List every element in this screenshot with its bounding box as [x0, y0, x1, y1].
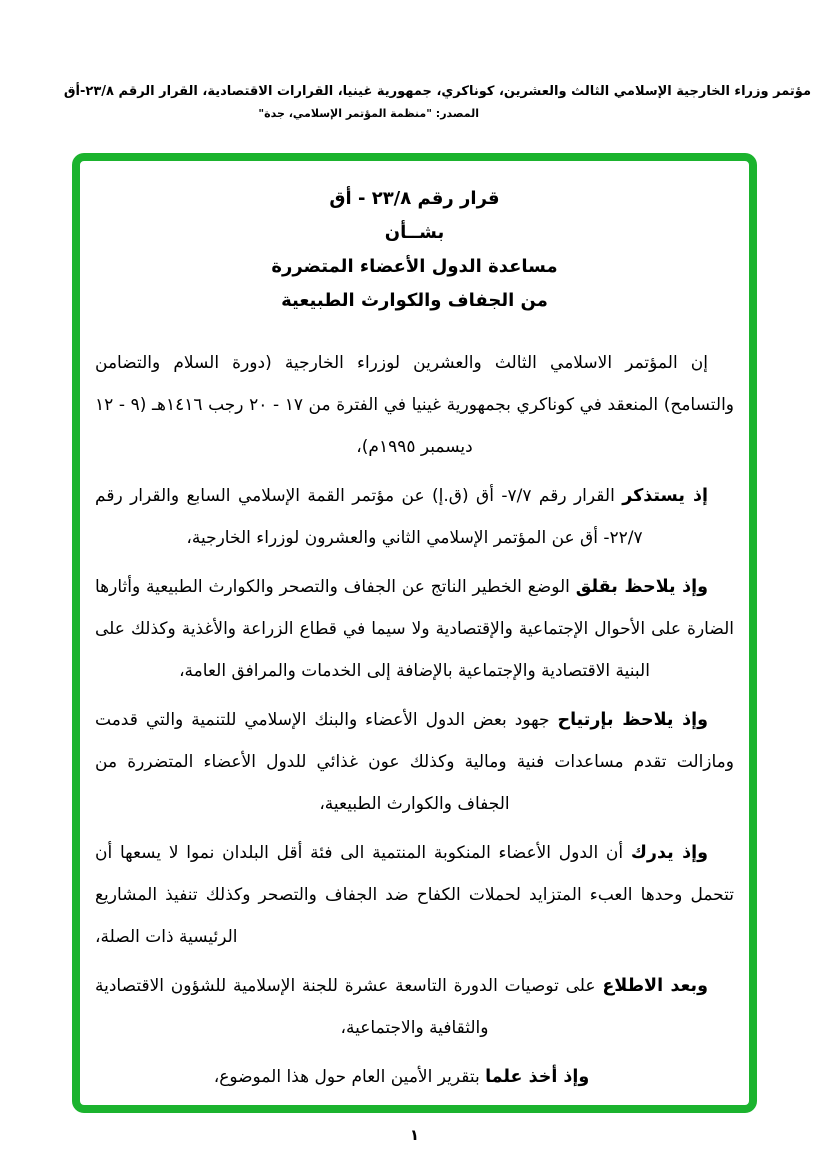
paragraph-lead: وبعد الاطلاع: [602, 976, 708, 996]
paragraph-text: الوضع الخطير الناتج عن الجفاف والتصحر والكوارث الطبيعية وأثارها الضارة على الأحوال الإجتماعية والإقتصادية ولا سيما في قطاع الزراعة والأغذية وكذلك على البنية الاقتصادية والإجتماعية بالإضافة إلى الخدمات والمرافق العامة،: [95, 577, 734, 681]
paragraph-having-reviewed: [95, 965, 734, 1049]
paragraph-preamble: [95, 342, 734, 468]
green-border-frame: [72, 153, 757, 1113]
paragraph-lead: إذ يستذكر: [622, 486, 708, 506]
document-header: [18, 84, 811, 120]
paragraph-taking-note: [95, 1056, 734, 1098]
title-resolution-number: قرار رقم ٢٣/٨ - أق: [329, 188, 500, 209]
paragraph-lead: وإذ أخذ علما: [485, 1067, 590, 1087]
paragraph-noting-concern: [95, 566, 734, 692]
resolution-title: [95, 182, 734, 318]
paragraph-text: جهود بعض الدول الأعضاء والبنك الإسلامي للتنمية والتي قدمت ومازالت تقدم مساعدات فنية ومالية وكذلك عون غذائي للدول الأعضاء المتضررة من الجفاف والكوارث الطبيعية،: [95, 710, 734, 814]
paragraph-text: القرار رقم ٧/٧- أق (ق.إ) عن مؤتمر القمة الإسلامي السابع والقرار رقم ٢٢/٧- أق عن المؤتمر الإسلامي الثاني والعشرون لوزراء الخارجية،: [95, 486, 643, 548]
title-regarding: بشــأن: [384, 222, 445, 243]
title-subject-line1: مساعدة الدول الأعضاء المتضررة: [271, 256, 558, 277]
paragraph-text: أن الدول الأعضاء المنكوبة المنتمية الى فئة أقل البلدان نموا لا يسعها أن تتحمل وحدها العبء المتزايد لحملات الكفاح ضد الجفاف والتصحر وكذلك تنفيذ المشاريع الرئيسية ذات الصلة،: [95, 843, 734, 947]
paragraph-text: بتقرير الأمين العام حول هذا الموضوع،: [213, 1067, 486, 1087]
paragraph-lead: وإذ يلاحظ بقلق: [575, 577, 708, 597]
header-source: المصدر: "منظمة المؤتمر الإسلامي، جدة": [258, 107, 479, 120]
paragraph-text: على توصيات الدورة التاسعة عشرة للجنة الإسلامية للشؤون الاقتصادية والثقافية والاجتماعية،: [95, 976, 603, 1038]
paragraph-recalling: [95, 475, 734, 559]
paragraph-text: إن المؤتمر الاسلامي الثالث والعشرين لوزراء الخارجية (دورة السلام والتضامن والتسامح) المنعقد في كوناكري بجمهورية غينيا في الفترة من ١٧ - ٢٠ رجب ١٤١٦هـ (٩ - ١٢ ديسمبر ١٩٩٥م)،: [95, 353, 735, 457]
header-citation: مؤتمر وزراء الخارجية الإسلامي الثالث والعشرين، كوناكري، جمهورية غينيا، القرارات الاقتصادية، القرار الرقم ٢٣/٨-أق: [63, 84, 811, 99]
title-subject-line2: من الجفاف والكوارث الطبيعية: [281, 290, 548, 311]
resolution-content: [80, 161, 749, 1098]
paragraph-realizing: [95, 832, 734, 958]
paragraph-lead: وإذ يلاحظ بإرتياح: [557, 710, 708, 730]
paragraph-noting-satisfaction: [95, 699, 734, 825]
resolution-body: [95, 342, 734, 1098]
page-number: ١: [409, 1126, 420, 1144]
paragraph-lead: وإذ يدرك: [630, 843, 708, 863]
